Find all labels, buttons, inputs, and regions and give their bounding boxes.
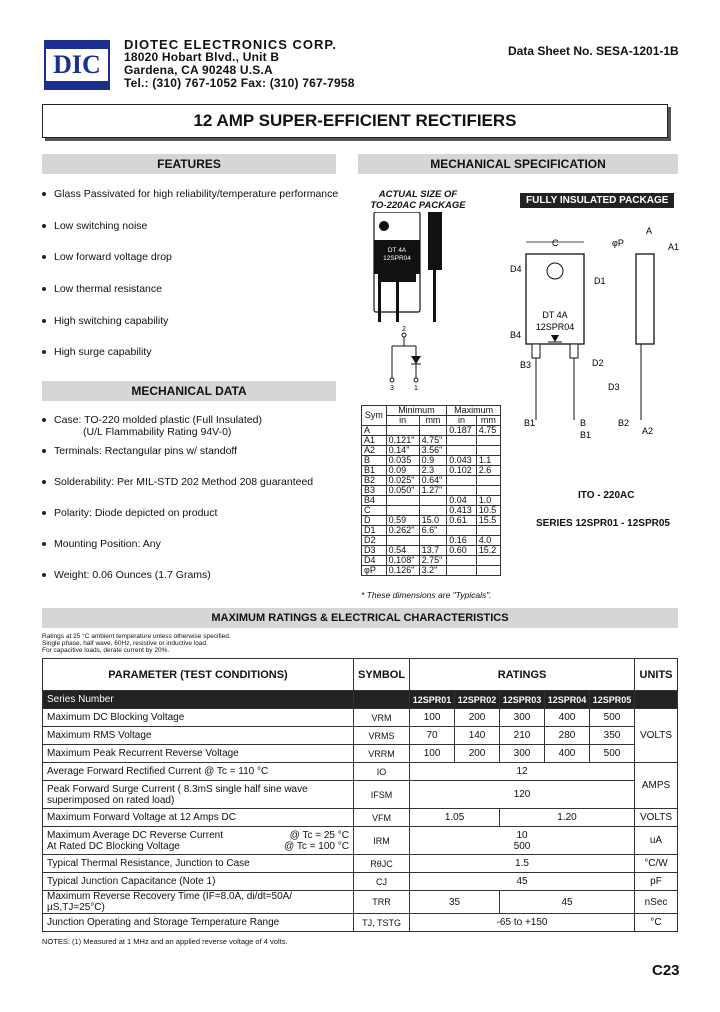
pin1-terminal [414,378,418,382]
dim-cell: B1 [362,466,387,476]
pin1-label: 1 [414,385,418,392]
package-label: FULLY INSULATED PACKAGE [520,190,674,208]
dim-cell [419,506,447,516]
value-cell: 300 [500,745,545,763]
bullet-icon [42,287,46,291]
series-number: 12SPR02 [455,691,500,709]
dim-cell: 0.102 [447,466,477,476]
ratings-row [43,745,678,763]
symbol-cell: VRRM [354,745,410,763]
bullet-icon [42,418,46,422]
unit-cell: uA [635,827,678,855]
col-symbol: SYMBOL [354,659,410,691]
dim-cell: 15.2 [476,546,500,556]
dim-row [362,426,501,436]
dim-b3-label: B3 [520,360,532,370]
side-view-lead [433,270,436,322]
dim-row [362,476,501,486]
dim-b4-label: B4 [510,330,522,340]
dim-row [362,566,501,576]
unit-cell: VOLTS [635,809,678,827]
series-row [43,691,678,709]
part-marking-line2: 12SPR04 [535,322,575,332]
logo-text: DIC [53,50,101,79]
dim-row [362,466,501,476]
page-number: C23 [652,962,680,979]
datasheet-number: Data Sheet No. SESA-1201-1B [508,44,679,58]
dim-cell: 0.61 [447,516,477,526]
dimension-note: * These dimensions are "Typicals". [361,590,492,600]
dim-cell: B4 [362,496,387,506]
dim-unit-cell: mm [419,416,447,426]
unit-cell: °C [635,914,678,932]
bullet-icon [42,573,46,577]
dim-cell: 10.5 [476,506,500,516]
dim-cell [386,506,419,516]
parameter-cell: Typical Junction Capacitance (Note 1) [43,873,354,891]
dim-d3-label: D3 [608,382,620,392]
value-cell: 10 500 [410,827,635,855]
dim-cell: 4.75 [476,426,500,436]
dim-cell: A [362,426,387,436]
dim-row [362,546,501,556]
dim-a-label: A [646,226,653,236]
bullet-icon [42,350,46,354]
dim-cell: 0.050" [386,486,419,496]
dim-row [362,556,501,566]
value-cell: 35 [410,891,500,914]
dim-row [362,516,501,526]
dim-a1-label: A1 [668,242,680,252]
bullet-icon [42,480,46,484]
dim-cell: 0.64" [419,476,447,486]
parameter-cell: Maximum DC Blocking Voltage [43,709,354,727]
value-cell: 70 [410,727,455,745]
dim-cell [476,526,500,536]
ratings-row [43,891,678,914]
series-range: SERIES 12SPR01 - 12SPR05 [536,518,670,529]
dim-b2-label: B2 [618,418,630,428]
mech-data-item: Polarity: Diode depicted on product [42,507,217,519]
dim-cell: 0.14" [386,446,419,456]
dim-cell: 0.126" [386,566,419,576]
parameter-cell: Maximum Average DC Reverse Current @ Tc = 25 °C At Rated DC Blocking Voltage @ Tc = 100 °C [43,827,354,855]
dim-cell: 2.75" [419,556,447,566]
parameter-cell: Junction Operating and Storage Temperature Range [43,914,354,932]
company-info [124,38,355,90]
actual-size-caption: ACTUAL SIZE OF TO-220AC PACKAGE [370,189,466,211]
dim-cell [447,446,477,456]
dim-cell: A1 [362,436,387,446]
pin2-terminal [402,333,406,337]
dim-cell [476,476,500,486]
dim-unit-cell: mm [476,416,500,426]
bullet-icon [42,542,46,546]
dim-cell: 1.0 [476,496,500,506]
dim-cell: 1.1 [476,456,500,466]
dim-cell: 2.6 [476,466,500,476]
bullet-icon [42,319,46,323]
ratings-row [43,727,678,745]
series-number: 12SPR03 [500,691,545,709]
pin3-label: 3 [390,385,394,392]
symbol-cell: VFM [354,809,410,827]
feature-item: High surge capability [42,346,151,358]
value-cell: 500 [590,709,635,727]
ratings-table [42,658,678,932]
dim-cell [476,446,500,456]
ratings-heading: MAXIMUM RATINGS & ELECTRICAL CHARACTERISTICS [42,608,678,628]
dim-cell: 1.27" [419,486,447,496]
ratings-row [43,709,678,727]
dim-cell: D3 [362,546,387,556]
value-cell: -65 to +150 [410,914,635,932]
series-units-cell [635,691,678,709]
dim-cell: 15.0 [419,516,447,526]
dim-cell [447,556,477,566]
diode-symbol [411,356,421,364]
dim-cell: 13.7 [419,546,447,556]
lead-right [396,282,399,322]
dim-cell: D4 [362,556,387,566]
value-cell: 280 [545,727,590,745]
dim-cell: 0.04 [447,496,477,506]
series-symbol-cell [354,691,410,709]
pin2-label: 2 [402,326,406,333]
dim-row [362,506,501,516]
value-cell: 300 [500,709,545,727]
dim-row [362,456,501,466]
mech-data-item: Terminals: Rectangular pins w/ standoff [42,445,237,457]
col-ratings: RATINGS [410,659,635,691]
symbol-cell: CJ [354,873,410,891]
bullet-icon [42,511,46,515]
value-cell: 100 [410,745,455,763]
address-line1: 18020 Hobart Blvd., Unit B [124,50,280,64]
dim-cell: A2 [362,446,387,456]
ratings-header-row [43,659,678,691]
feature-item: Low thermal resistance [42,283,162,295]
dim-d1-label: D1 [594,276,606,286]
symbol-cell: TJ, TSTG [354,914,410,932]
parameter-cell: Peak Forward Surge Current ( 8.3mS single half sine wave superimposed on rated load) [43,781,354,809]
dim-cell: 0.035 [386,456,419,466]
dim-d2-label: D2 [592,358,604,368]
series-number: 12SPR05 [590,691,635,709]
dim-row [362,526,501,536]
dim-cell: D [362,516,387,526]
part-marking-line1: DT 4A [542,310,568,320]
dim-cell [419,496,447,506]
parameter-cell: Maximum Reverse Recovery Time (IF=8.0A, di/dt=50A/µS,TJ=25°C) [43,891,354,914]
symbol-cell: IO [354,763,410,781]
dim-cell: 0.16 [447,536,477,546]
dim-cell: 6.6" [419,526,447,536]
unit-cell: nSec [635,891,678,914]
lead-standoff-left [532,344,540,358]
bullet-icon [42,449,46,453]
dim-row [362,436,501,446]
value-cell: 210 [500,727,545,745]
symbol-cell: TRR [354,891,410,914]
dim-cell [419,426,447,436]
value-cell: 120 [410,781,635,809]
dim-cell [386,496,419,506]
value-cell: 12 [410,763,635,781]
parameter-cell: Typical Thermal Resistance, Junction to Case [43,855,354,873]
value-cell: 1.20 [500,809,635,827]
value-cell: 45 [410,873,635,891]
package-lower-band [378,274,416,282]
dim-cell: 3.56" [419,446,447,456]
ratings-row [43,827,678,855]
bullet-icon [42,255,46,259]
series-number: 12SPR01 [410,691,455,709]
dim-cell [419,536,447,546]
dim-cell [476,486,500,496]
dim-cell: 0.54 [386,546,419,556]
dim-col-max: Maximum [447,406,501,416]
feature-item: Low forward voltage drop [42,251,172,263]
unit-cell: VOLTS [635,709,678,763]
dim-row [362,486,501,496]
dim-cell: 4.0 [476,536,500,546]
mech-data-item: Weight: 0.06 Ounces (1.7 Grams) [42,569,211,581]
dim-cell [476,566,500,576]
value-cell: 400 [545,709,590,727]
dim-cell [447,486,477,496]
package-name: ITO - 220AC [578,490,635,501]
mech-data-item: Mounting Position: Any [42,538,161,550]
ratings-row [43,809,678,827]
value-cell: 500 [590,745,635,763]
symbol-cell: IFSM [354,781,410,809]
address-line2: Gardena, CA 90248 U.S.A [124,63,273,77]
lead-standoff-right [570,344,578,358]
features-heading: FEATURES [42,154,336,174]
footnote: NOTES: (1) Measured at 1 MHz and an applied reverse voltage of 4 volts. [42,937,288,946]
bullet-icon [42,192,46,196]
dim-cell [476,436,500,446]
dim-cell: D2 [362,536,387,546]
dim-col-min: Minimum [386,406,447,416]
dim-cell: 0.09 [386,466,419,476]
dim-cell: B3 [362,486,387,496]
dim-cell: 0.108" [386,556,419,566]
small-part-line2: 12SPR04 [383,255,411,262]
feature-item: High switching capability [42,315,168,327]
dim-col-sym: Sym [362,406,387,426]
dim-cell: 0.262" [386,526,419,536]
pin3-terminal [390,378,394,382]
mech-data-heading: MECHANICAL DATA [42,381,336,401]
dim-cell: 0.413 [447,506,477,516]
dim-cell: φP [362,566,387,576]
feature-item: Glass Passivated for high reliability/temperature performance [42,188,338,200]
parameter-cell: Average Forward Rectified Current @ Tc = 110 °C [43,763,354,781]
dim-cell [386,426,419,436]
parameter-cell: Maximum Peak Recurrent Reverse Voltage [43,745,354,763]
dim-b1-lower-label: B1 [580,430,592,440]
ratings-row [43,781,678,809]
company-name: DIOTEC ELECTRONICS CORP. [124,37,338,52]
dim-cell [476,556,500,566]
ratings-row [43,855,678,873]
value-cell: 45 [500,891,635,914]
dim-row [362,496,501,506]
dimension-table [361,405,501,576]
dim-d4-label: D4 [510,264,522,274]
unit-cell: °C/W [635,855,678,873]
ratings-row [43,914,678,932]
col-units: UNITS [635,659,678,691]
dim-cell: 4.75" [419,436,447,446]
dim-cell: D1 [362,526,387,536]
dim-cell: B2 [362,476,387,486]
ratings-row [43,873,678,891]
parameter-cell: Maximum RMS Voltage [43,727,354,745]
value-cell: 1.5 [410,855,635,873]
dim-b1-label: B1 [524,418,536,428]
mount-hole [379,221,389,231]
mech-data-item: Solderability: Per MIL-STD 202 Method 208 guaranteed [42,476,313,488]
dim-row [362,446,501,456]
dim-cell: 2.3 [419,466,447,476]
col-parameter: PARAMETER (TEST CONDITIONS) [43,659,354,691]
dim-unit-cell: in [386,416,419,426]
dim-cell: 3.2" [419,566,447,576]
dim-cell [386,536,419,546]
dim-cell: C [362,506,387,516]
parameter-cell: Maximum Forward Voltage at 12 Amps DC [43,809,354,827]
dim-cell: 0.043 [447,456,477,466]
bullet-icon [42,224,46,228]
symbol-cell: RθJC [354,855,410,873]
feature-item: Low switching noise [42,220,147,232]
value-cell: 1.05 [410,809,500,827]
mech-data-item: Case: TO-220 molded plastic (Full Insulated) (U/L Flammability Rating 94V-0) [42,414,262,438]
value-cell: 100 [410,709,455,727]
dim-p-label: φP [612,238,624,248]
mech-spec-heading: MECHANICAL SPECIFICATION [358,154,678,174]
ratings-row [43,763,678,781]
dim-cell: 0.025" [386,476,419,486]
dim-cell [447,526,477,536]
dim-cell [447,566,477,576]
dim-cell [447,436,477,446]
series-number: 12SPR04 [545,691,590,709]
series-label: Series Number [43,691,354,709]
dimension-drawing [496,220,692,444]
dim-cell: B [362,456,387,466]
side-view-body [636,254,654,344]
company-logo [44,40,110,90]
dim-cell: 0.9 [419,456,447,466]
dim-row [362,536,501,546]
side-view-body [428,212,442,270]
unit-cell: AMPS [635,763,678,809]
value-cell: 400 [545,745,590,763]
symbol-cell: IRM [354,827,410,855]
dim-unit-cell: in [447,416,477,426]
symbol-cell: VRMS [354,727,410,745]
ratings-notes: Ratings at 25 °C ambient temperature unless otherwise specified. Single phase, half wave, 60Hz, resistive or inductive load. For capacitive loads, derate current by 20%. [42,633,231,654]
value-cell: 350 [590,727,635,745]
dim-cell: 0.187 [447,426,477,436]
symbol-cell: VRM [354,709,410,727]
dim-cell: 0.60 [447,546,477,556]
page-title: 12 AMP SUPER-EFFICIENT RECTIFIERS [42,104,668,138]
dim-a2-label: A2 [642,426,654,436]
phone-fax: Tel.: (310) 767-1052 Fax: (310) 767-7958 [124,76,355,90]
unit-cell: pF [635,873,678,891]
dim-b-label: B [580,418,587,428]
dim-header-row [362,406,501,416]
value-cell: 200 [455,745,500,763]
lead-left [378,282,381,322]
dim-cell [447,476,477,486]
schematic-symbol [384,322,434,392]
dim-cell: 0.121" [386,436,419,446]
value-cell: 140 [455,727,500,745]
dim-cell: 15.5 [476,516,500,526]
small-part-line1: DT 4A [387,247,407,254]
dim-cell: 0.59 [386,516,419,526]
dim-c-label: C [552,238,559,248]
value-cell: 200 [455,709,500,727]
